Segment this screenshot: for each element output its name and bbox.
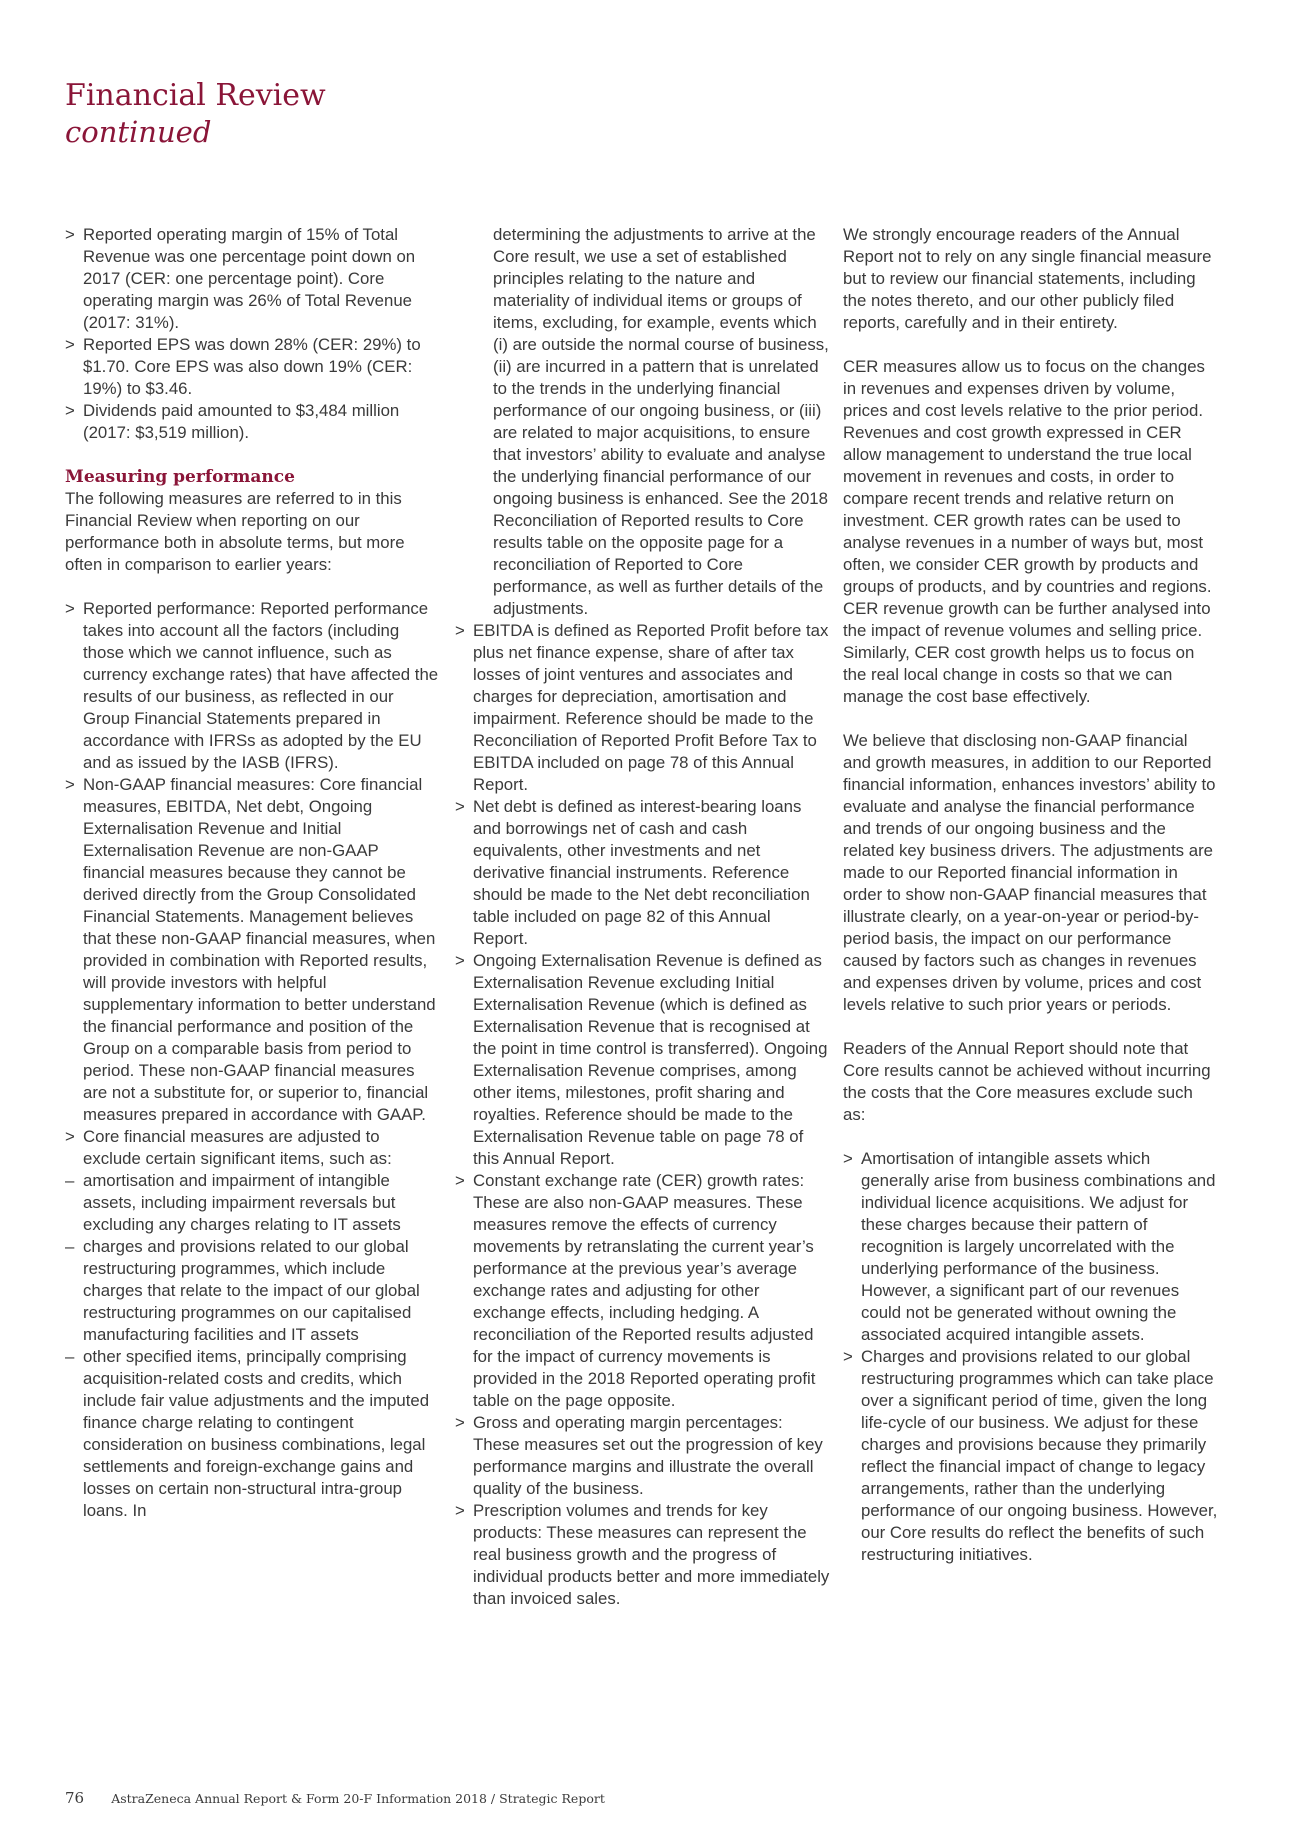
cost-bullet: > Amortisation of intangible assets which generally arise from business combinations and individual licence acquisitions. We adjust for these charges because their pattern of recognition is largely uncorrelated with the underlying performance of the business. However, a significant part of our revenues could not be generated without owning the associated acquired intangible assets. — [843, 1148, 1218, 1346]
definitions-bullet-list — [455, 620, 830, 1610]
measure-bullet: > Core financial measures are adjusted to exclude certain significant items, such as: — [65, 1126, 440, 1170]
column-3 — [843, 224, 1218, 1566]
definition-bullet: > Gross and operating margin percentages: These measures set out the progression of key performance margins and illustrate the overall quality of the business. — [455, 1412, 830, 1500]
column-1 — [65, 224, 440, 1522]
measures-bullet-list — [65, 598, 440, 1170]
definition-bullet: > Net debt is defined as interest-bearing loans and borrowings net of cash and cash equivalents, other investments and net derivative financial instruments. Reference should be made to the Net debt reconciliation table included on page 82 of this Annual Report. — [455, 796, 830, 950]
cost-bullet: > Charges and provisions related to our global restructuring programmes which can take place over a significant period of time, given the long life-cycle of our business. We adjust for these charges and provisions because they primarily reflect the financial impact of change to legacy arrangements, rather than the underlying performance of our ongoing business. However, our Core results do reflect the benefits of such restructuring initiatives. — [843, 1346, 1218, 1566]
page-subtitle: continued — [65, 115, 212, 149]
page-header — [65, 78, 326, 150]
paragraph: We strongly encourage readers of the Annual Report not to rely on any single financial measure but to review our financial statements, including the notes thereto, and our other publicly filed reports, carefully and in their entirety. — [843, 225, 1212, 332]
page-number: 76 — [65, 1789, 85, 1807]
paragraph: Readers of the Annual Report should note that Core results cannot be achieved without incurring the costs that the Core measures exclude such as: — [843, 1039, 1211, 1124]
definition-bullet: > EBITDA is defined as Reported Profit before tax plus net finance expense, share of after tax losses of joint ventures and associates and charges for depreciation, amortisation and impairment. Reference should be made to the Reconciliation of Reported Profit Before Tax to EBITDA included on page 78 of this Annual Report. — [455, 620, 830, 796]
paragraph: CER measures allow us to focus on the changes in revenues and expenses driven by volume, prices and cost levels relative to the prior period. Revenues and cost growth expressed in CER allow management to understand the true local movement in revenues and costs, in order to compare recent trends and relative return on investment. CER growth rates can be used to analyse revenues in a number of ways but, most often, we consider CER growth by products and groups of products, and by countries and regions. CER revenue growth can be further analysed into the impact of revenue volumes and selling price. Similarly, CER cost growth helps us to focus on the real local change in costs so that we can manage the cost base effectively. — [843, 357, 1212, 706]
measure-bullet: > Non-GAAP financial measures: Core financial measures, EBITDA, Net debt, Ongoing Externalisation Revenue and Initial Externalisation Revenue are non-GAAP financial measures because they cannot be derived directly from the Group Consolidated Financial Statements. Management believes that these non-GAAP financial measures, when provided in combination with Reported results, will provide investors with helpful supplementary information to better understand the financial performance and position of the Group on a comparable basis from period to period. These non-GAAP financial measures are not a substitute for, or superior to, financial measures prepared in accordance with GAAP. — [65, 774, 440, 1126]
page-title: Financial Review — [65, 78, 326, 113]
column-2 — [455, 224, 830, 1610]
section-intro: The following measures are referred to in this Financial Review when reporting on our performance both in absolute terms, but more often in comparison to earlier years: — [65, 489, 405, 574]
continued-text: determining the adjustments to arrive at the Core result, we use a set of established principles relating to the nature and materiality of individual items or groups of items, excluding, for example, events which (i) are outside the normal course of business, (ii) are incurred in a pattern that is unrelated to the trends in the underlying financial performance of our ongoing business, or (iii) are related to major acquisitions, to ensure that investors’ ability to evaluate and analyse the underlying financial performance of our ongoing business is enhanced. See the 2018 Reconciliation of Reported results to Core results table on the opposite page for a reconciliation of Reported to Core performance, as well as further details of the adjustments. — [493, 225, 829, 618]
summary-bullet: > Dividends paid amounted to $3,484 million (2017: $3,519 million). — [65, 400, 440, 444]
footer-text: AstraZeneca Annual Report & Form 20-F Information 2018 / Strategic Report — [111, 1791, 605, 1806]
exclusion-item: – other specified items, principally comprising acquisition-related costs and credits, which include fair value adjustments and the imputed finance charge relating to contingent consideration on business combinations, legal settlements and foreign-exchange gains and losses on certain non-structural intra-group loans. In — [65, 1346, 440, 1522]
page-footer — [65, 1788, 605, 1807]
summary-bullet: > Reported EPS was down 28% (CER: 29%) to $1.70. Core EPS was also down 19% (CER: 19%) to $3.46. — [65, 334, 440, 400]
summary-bullet-list — [65, 224, 440, 444]
measure-bullet: > Reported performance: Reported performance takes into account all the factors (including those which we cannot influence, such as currency exchange rates) that have affected the results of our business, as reflected in our Group Financial Statements prepared in accordance with IFRSs as adopted by the EU and as issued by the IASB (IFRS). — [65, 598, 440, 774]
costs-bullet-list — [843, 1148, 1218, 1566]
exclusion-item: – amortisation and impairment of intangible assets, including impairment reversals but excluding any charges relating to IT assets — [65, 1170, 440, 1236]
definition-bullet: > Ongoing Externalisation Revenue is defined as Externalisation Revenue excluding Initial Externalisation Revenue (which is defined as Externalisation Revenue that is recognised at the point in time control is transferred). Ongoing Externalisation Revenue comprises, among other items, milestones, profit sharing and royalties. Reference should be made to the Externalisation Revenue table on page 78 of this Annual Report. — [455, 950, 830, 1170]
definition-bullet: > Prescription volumes and trends for key products: These measures can represent the real business growth and the progress of individual products better and more immediately than invoiced sales. — [455, 1500, 830, 1610]
paragraph: We believe that disclosing non-GAAP financial and growth measures, in addition to our Reported financial information, enhances investors’ ability to evaluate and analyse the financial performance and trends of our ongoing business and the related key business drivers. The adjustments are made to our Reported financial information in order to show non-GAAP financial measures that illustrate clearly, on a year-on-year or period-by-period basis, the impact on our performance caused by factors such as changes in revenues and expenses driven by volume, prices and cost levels relative to such prior years or periods. — [843, 731, 1216, 1014]
section-heading: Measuring performance — [65, 467, 295, 487]
exclusion-item: – charges and provisions related to our global restructuring programmes, which include charges that relate to the impact of our global restructuring programmes on our capitalised manufacturing facilities and IT assets — [65, 1236, 440, 1346]
core-exclusions-list — [65, 1170, 440, 1522]
definition-bullet: > Constant exchange rate (CER) growth rates: These are also non-GAAP measures. These measures remove the effects of currency movements by retranslating the current year’s performance at the previous year’s average exchange rates and adjusting for other exchange effects, including hedging. A reconciliation of the Reported results adjusted for the impact of currency movements is provided in the 2018 Reported operating profit table on the page opposite. — [455, 1170, 830, 1412]
summary-bullet: > Reported operating margin of 15% of Total Revenue was one percentage point down on 2017 (CER: one percentage point). Core operating margin was 26% of Total Revenue (2017: 31%). — [65, 224, 440, 334]
